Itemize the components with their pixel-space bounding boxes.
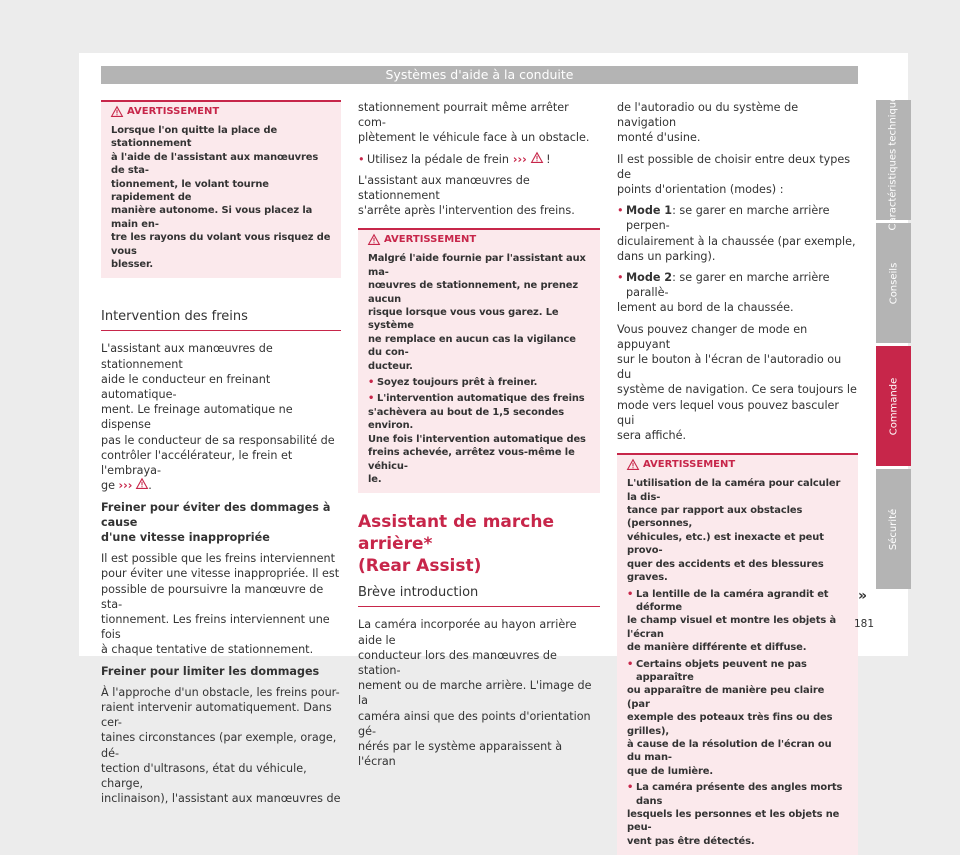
column-2 xyxy=(358,100,600,775)
warning-text: Malgré l'aide fournie par l'assistant aux ma- nœuvres de stationnement, ne prenez aucun risque lorsque vous vous garez. Le système ne remplace en aucun cas la vigilance du con- ducteur. • Soyez toujours prêt à freiner. • L'intervention automatique des freins s'achèvera au bout de 1,5 secondes environ. Une fois l'intervention automatique des freins achevée, arrêtez vous-même le véhicu- le. xyxy=(368,252,590,486)
tab-commande[interactable]: Commande xyxy=(876,346,911,466)
list-item: • Mode 2: se garer en marche arrière parallè- lement au bord de la chaussée. xyxy=(617,271,830,315)
page-header: Systèmes d'aide à la conduite xyxy=(101,66,858,84)
chapter-title: Assistant de marche arrière* (Rear Assist) xyxy=(358,512,554,577)
list-item: • La lentille de la caméra agrandit et déforme le champ visuel et montre les objets à l'écran de manière différente et diffuse. xyxy=(627,588,837,654)
paragraph: La caméra incorporée au hayon arrière aide le conducteur lors des manœuvres de station- nement ou de marche arrière. L'image de la caméra ainsi que des points d'orientation gé- nérés par le système apparaissent à l'écran xyxy=(358,618,592,769)
paragraph: Il est possible de choisir entre deux types de points d'orientation (modes) : xyxy=(617,152,851,197)
subheading: Freiner pour limiter les dommages xyxy=(101,664,320,678)
paragraph: Vous pouvez changer de mode en appuyant sur le bouton à l'écran de l'autoradio ou du système de navigation. Ce sera toujours le mode vers lequel vous pouvez basculer qui sera affiché. xyxy=(617,322,857,443)
cross-reference-arrow-icon[interactable]: ››› xyxy=(118,479,137,493)
section-body xyxy=(101,341,341,806)
list-item: • L'intervention automatique des freins s'achèvera au bout de 1,5 secondes environ. Une fois l'intervention automatique des freins achevée, arrêtez vous-même le véhicu- le. xyxy=(368,393,586,485)
paragraph: stationnement pourrait même arrêter com- plètement le véhicule face à un obstacle. xyxy=(358,101,590,145)
tab-caracteristiques-techniques[interactable]: Caractéristiques techniques xyxy=(876,100,911,220)
paragraph: L'assistant aux manœuvres de stationnement s'arrête après l'intervention des freins. xyxy=(358,173,575,218)
list-item: • La caméra présente des angles morts dans lesquels les personnes et les objets ne peu- vent pas être détectés. xyxy=(627,782,843,847)
warning-icon xyxy=(627,459,639,470)
warning-box xyxy=(617,453,858,855)
section-title: Brève introduction xyxy=(358,585,600,607)
list-item: • Utilisez la pédale de frein ››› ! xyxy=(358,152,551,166)
warning-box xyxy=(358,228,600,493)
side-tabs xyxy=(876,89,911,592)
list-item: • Mode 1: se garer en marche arrière perpen- diculairement à la chaussée (par exemple, dans un parking). xyxy=(617,204,856,263)
warning-label: AVERTISSEMENT xyxy=(643,459,736,471)
subheading: Freiner pour éviter des dommages à cause d'une vitesse inappropriée xyxy=(101,500,331,544)
tab-conseils[interactable]: Conseils xyxy=(876,223,911,343)
section-title: Intervention des freins xyxy=(101,309,341,331)
warning-icon xyxy=(111,106,123,117)
warning-icon xyxy=(531,152,543,163)
warning-icon xyxy=(368,234,380,245)
cross-reference-arrow-icon[interactable]: ››› xyxy=(508,152,531,166)
paragraph: L'assistant aux manœuvres de stationnement aide le conducteur en freinant automatique- ment. Le freinage automatique ne dispense pas le conducteur de sa responsabilité de contrôler l'accélérateur, le frein et l'embraya- ge ››› . xyxy=(101,342,335,493)
column-3 xyxy=(617,100,858,855)
page-number: 181 xyxy=(854,618,875,630)
warning-label: AVERTISSEMENT xyxy=(384,234,477,246)
paragraph: Il est possible que les freins interviennent pour éviter une vitesse inappropriée. Il est possible de poursuivre la manœuvre de sta- tionnement. Les freins interviennent une fois à chaque tentative de stationnement. xyxy=(101,552,340,657)
warning-icon xyxy=(136,478,148,489)
list-item: • Certains objets peuvent ne pas apparaître ou apparaître de manière peu claire (par exemple des poteaux très fins ou des grilles), à cause de la résolution de l'écran ou du man- que de lumière. xyxy=(627,658,833,777)
paragraph: de l'autoradio ou du système de navigation monté d'usine. xyxy=(617,101,799,145)
warning-text: Lorsque l'on quitte la place de stationnement à l'aide de l'assistant aux manœuvres de sta- tionnement, le volant tourne rapidement de manière autonome. Si vous placez la main en- tre les rayons du volant vous risquez de vous blesser. xyxy=(111,125,331,271)
paragraph: À l'approche d'un obstacle, les freins pour- raient intervenir automatiquement. Dans cer- taines circonstances (par exemple, orage, dé- tection d'ultrasons, état du véhicule, charge, inclinaison), l'assistant aux manœuvres de xyxy=(101,685,341,806)
warning-label: AVERTISSEMENT xyxy=(127,106,220,117)
warning-box xyxy=(101,100,341,278)
continue-arrow-icon: » xyxy=(858,588,868,604)
warning-text: L'utilisation de la caméra pour calculer la dis- tance par rapport aux obstacles (personnes, véhicules, etc.) est inexacte et peut provo- quer des accidents et des blessures graves. • La lentille de la caméra agrandit et déforme le champ visuel et montre les objets à l'écran de manière différente et diffuse. • Certains objets peuvent ne pas apparaître ou apparaître de manière peu claire (par exemple des poteaux très fins ou des grilles), à cause de la résolution de l'écran ou du man- que de lumière. • La caméra présente des angles morts dans lesquels les personnes et les objets ne peu- vent pas être détectés. xyxy=(627,477,848,848)
tab-securite[interactable]: Sécurité xyxy=(876,469,911,589)
list-item: • Soyez toujours prêt à freiner. xyxy=(368,377,538,389)
column-1 xyxy=(101,100,341,812)
